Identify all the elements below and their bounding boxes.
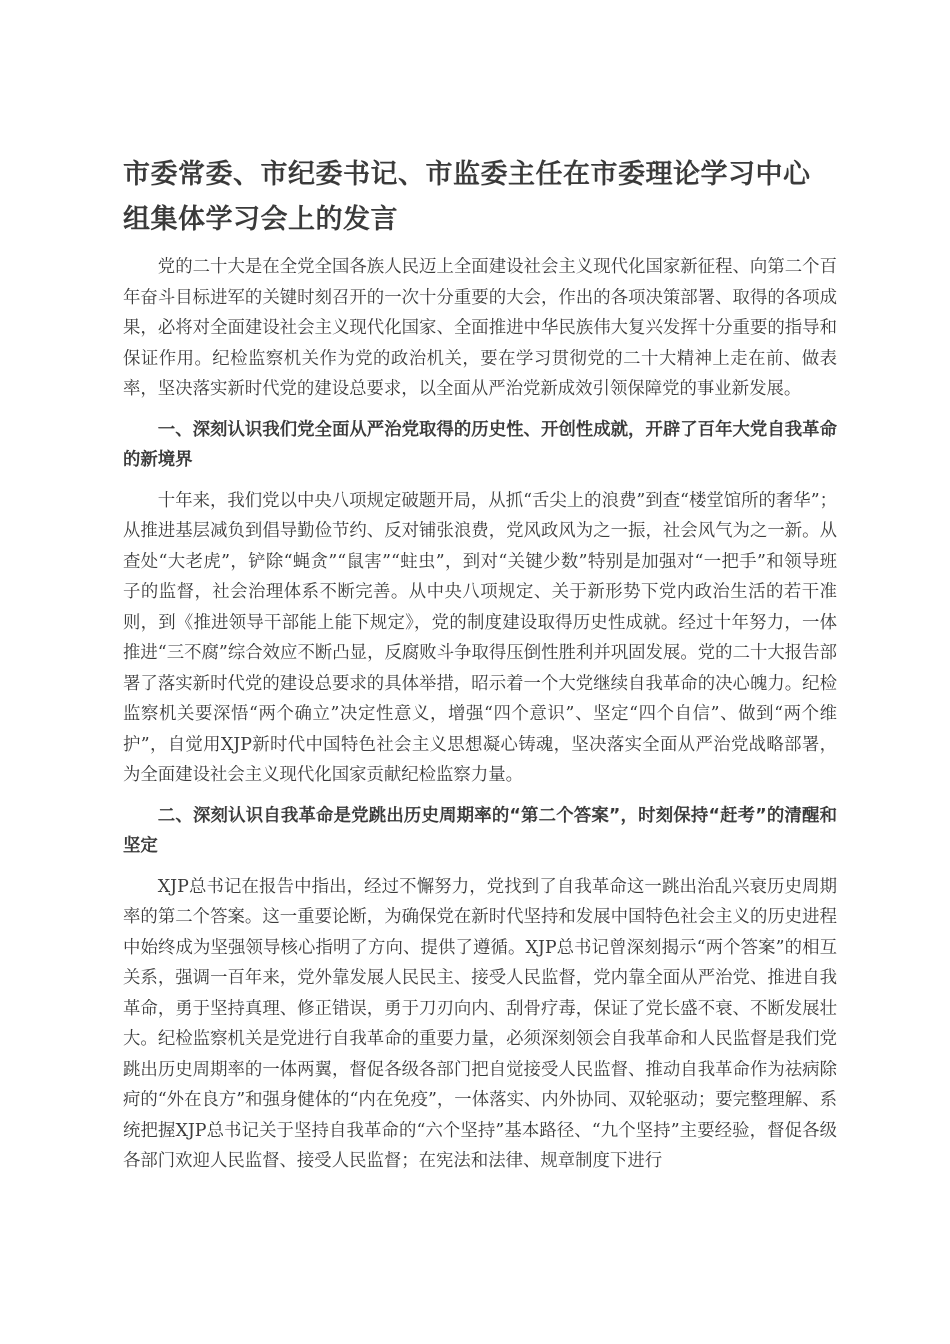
section-1-paragraph: 十年来，我们党以中央八项规定破题开局，从抓“舌尖上的浪费”到查“楼堂馆所的奢华”；从推进基层减负到倡导勤俭节约、反对铺张浪费，党风政风为之一振，社会风气为之一新。从查处“大老虎”，铲除“蝇贪”“鼠害”“蛀虫”，到对“关键少数”特别是加强对“一把手”和领导班子的监督，社会治理体系不断完善。从中央八项规定、关于新形势下党内政治生活的若干准则，到《推进领导干部能上能下规定》，党的制度建设取得历史性成就。经过十年努力，一体推进“三不腐”综合效应不断凸显，反腐败斗争取得压倒性胜利并巩固发展。党的二十大报告部署了落实新时代党的建设总要求的具体举措，昭示着一个大党继续自我革命的决心魄力。纪检监察机关要深悟“两个确立”决定性意义，增强“四个意识”、坚定“四个自信”、做到“两个维护”，自觉用XJP新时代中国特色社会主义思想凝心铸魂，坚决落实全面从严治党战略部署，为全面建设社会主义现代化国家贡献纪检监察力量。 <box>123 490 837 785</box>
section-2-paragraph: XJP总书记在报告中指出，经过不懈努力，党找到了自我革命这一跳出治乱兴衰历史周期率的第二个答案。这一重要论断，为确保党在新时代坚持和发展中国特色社会主义的历史进程中始终成为坚强领导核心指明了方向、提供了遵循。XJP总书记曾深刻揭示“两个答案”的相互关系，强调一百年来，党外靠发展人民民主、接受人民监督，党内靠全面从严治党、推进自我革命，勇于坚持真理、修正错误，勇于刀刃向内、刮骨疗毒，保证了党长盛不衰、不断发展壮大。纪检监察机关是党进行自我革命的重要力量，必须深刻领会自我革命和人民监督是我们党跳出历史周期率的一体两翼，督促各级各部门把自觉接受人民监督、推动自我革命作为祛病除疴的“外在良方”和强身健体的“内在免疫”，一体落实、内外协同、双轮驱动；要完整理解、系统把握XJP总书记关于坚持自我革命的“六个坚持”基本路径、“九个坚持”主要经验，督促各级各部门欢迎人民监督、接受人民监督；在宪法和法律、规章制度下进行 <box>123 876 837 1171</box>
document-title: 市委常委、市纪委书记、市监委主任在市委理论学习中心组集体学习会上的发言 <box>123 159 811 235</box>
document-content <box>123 152 837 1187</box>
section-2-heading: 二、深刻认识自我革命是党跳出历史周期率的“第二个答案”，时刻保持“赶考”的清醒和坚定 <box>123 805 837 856</box>
intro-paragraph: 党的二十大是在全党全国各族人民迈上全面建设社会主义现代化国家新征程、向第二个百年奋斗目标进军的关键时刻召开的一次十分重要的大会，作出的各项决策部署、取得的各项成果，必将对全面建设社会主义现代化国家、全面推进中华民族伟大复兴发挥十分重要的指导和保证作用。纪检监察机关作为党的政治机关，要在学习贯彻党的二十大精神上走在前、做表率，坚决落实新时代党的建设总要求，以全面从严治党新成效引领保障党的事业新发展。 <box>123 257 837 399</box>
section-1-heading: 一、深刻认识我们党全面从严治党取得的历史性、开创性成就，开辟了百年大党自我革命的新境界 <box>123 419 837 470</box>
